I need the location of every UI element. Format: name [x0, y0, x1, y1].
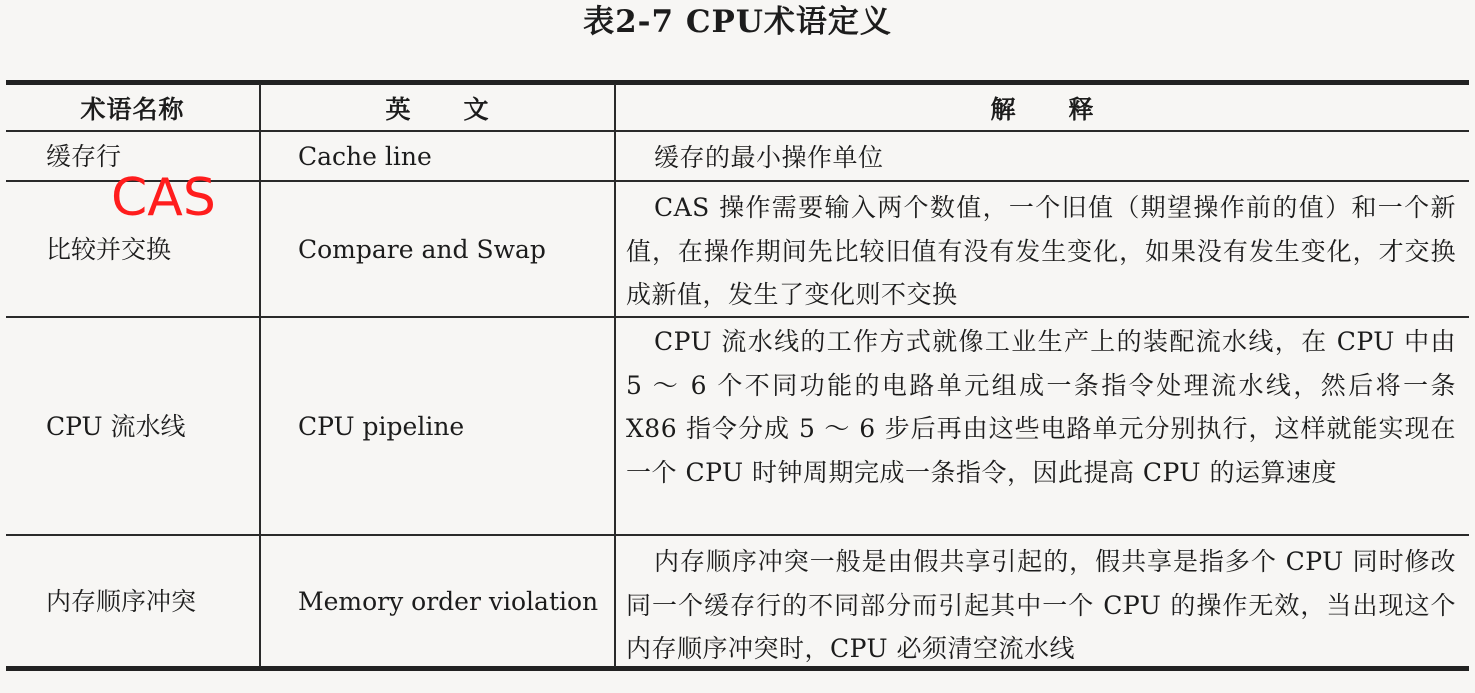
- english-cell: Compare and Swap: [298, 234, 546, 264]
- column-divider: [259, 84, 261, 667]
- term-cell: 缓存行: [46, 141, 122, 171]
- header-explanation: 解 释: [990, 94, 1095, 124]
- explanation-cell: 缓存的最小操作单位: [654, 143, 884, 172]
- explanation-cell: CAS 操作需要输入两个数值，一个旧值（期望操作前的值）和一个新值，在操作期间先比较旧值有没有发生变化，如果没有发生变化，才交换成新值，发生了变化则不交换: [626, 193, 1456, 309]
- row-divider: [6, 180, 1469, 182]
- table-caption: 表2-7 CPU术语定义: [583, 4, 892, 40]
- english-cell: Memory order violation: [298, 586, 599, 616]
- english-cell: Cache line: [298, 141, 432, 171]
- column-divider: [614, 84, 616, 667]
- cas-annotation: CAS: [111, 168, 216, 228]
- explanation-cell: 内存顺序冲突一般是由假共享引起的，假共享是指多个 CPU 同时修改同一个缓存行的不同部分而引起其中一个 CPU 的操作无效，当出现这个内存顺序冲突时，CPU 必须清空流水线: [626, 547, 1456, 663]
- header-term: 术语名称: [80, 94, 185, 124]
- term-cell: CPU 流水线: [46, 411, 186, 441]
- term-cell: 比较并交换: [46, 234, 172, 264]
- header-english: 英 文: [385, 94, 490, 124]
- term-cell: 内存顺序冲突: [46, 586, 197, 616]
- english-cell: CPU pipeline: [298, 411, 465, 441]
- row-divider: [6, 534, 1469, 536]
- explanation-cell: CPU 流水线的工作方式就像工业生产上的装配流水线，在 CPU 中由 5 ～ 6 个不同功能的电路单元组成一条指令处理流水线，然后将一条 X86 指令分成 5 ～ 6 步后再由这些电路单元分别执行，这样就能实现在一个 CPU 时钟周期完成一条指令，因此提高 CPU 的运算速度: [626, 327, 1456, 487]
- header-bottom-rule: [6, 130, 1469, 132]
